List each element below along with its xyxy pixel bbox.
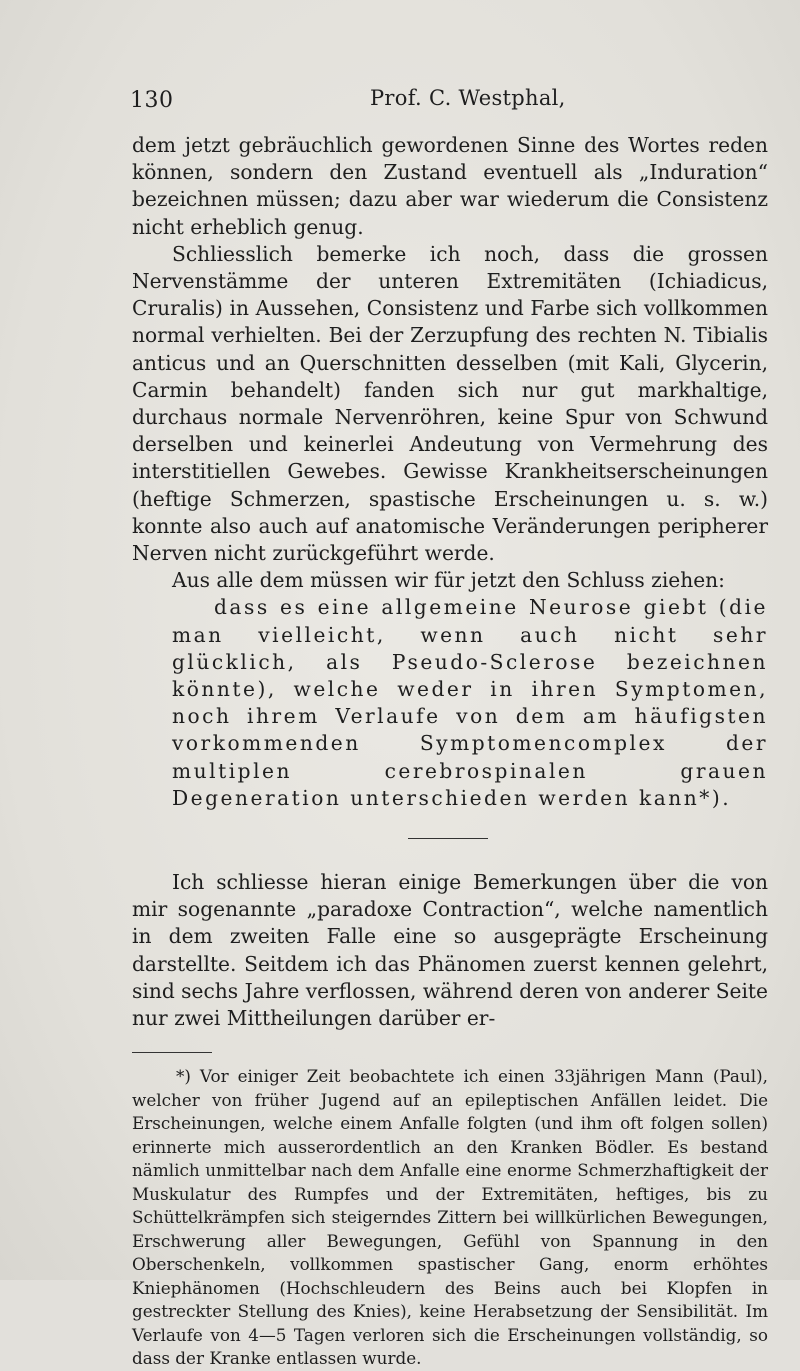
paragraph-paradoxe-contraction: Ich schliesse hieran einige Bemerkungen über die von mir sogenannte „paradoxe Contraction“, welche namentlich in dem zweiten Falle eine so ausgeprägte Erscheinung darstellte. Seitdem ich das Phänomen zuerst kennen gelehrt, sind sechs Jahre verflossen, während deren von anderer Seite nur zwei Mittheilungen darüber er- [132,870,768,1031]
page-header [130,84,770,120]
footnote-text: *) Vor einiger Zeit beobachtete ich einen 33jährigen Mann (Paul), welcher von früher Jugend auf an epileptischen Anfällen leidet. Die Erscheinungen, welche einem Anfalle folgten (und ihm oft folgen sollen) erinnerte mich ausserordentlich an den Kranken Bödler. Es bestand nämlich unmittelbar nach dem Anfalle eine enorme Schmerzhaftigkeit der Muskulatur des Rumpfes und der Extremitäten, heftiges, bis zu Schüttelkrämpfen sich steigerndes Zittern bei willkürlichen Bewegungen, Erschwerung aller Bewegungen, Gefühl von Spannung in den Oberschenkeln, vollkommen spastischer Gang, enorm erhöhtes Kniephänomen (Hochschleudern des Beins auch bei Klopfen in gestreckter Stellung des Knies), keine Herabsetzung der Sensibilität. Im Verlaufe von 4—5 Tagen verloren sich die Erscheinungen vollständig, so dass der Kranke entlassen wurde. [132,1066,768,1369]
paragraph-conclusion-statement: dass es eine allgemeine Neurose giebt (die man vielleicht, wenn auch nicht sehr glücklich, als Pseudo-Sclerose bezeichnen könnte), welche weder in ihren Symptomen, noch ihrem Verlaufe von dem am häufigsten vorkommenden Symptomencomplex der multiplen cerebrospinalen grauen Degeneration unterschieden werden kann*). [172,595,768,810]
main-text [132,132,768,1371]
paragraph-continuation: dem jetzt gebräuchlich gewordenen Sinne des Wortes reden können, sondern den Zustand eventuell als „Induration“ bezeichnen müssen; dazu aber war wiederum die Consistenz nicht erheblich genug. [132,133,768,239]
paragraph-nerve-findings: Schliesslich bemerke ich noch, dass die grossen Nervenstämme der unteren Extremitäten (Ichiadicus, Cruralis) in Aussehen, Consistenz und Farbe sich vollkommen normal verhielten. Bei der Zerzupfung des rechten N. Tibialis anticus und an Querschnitten desselben (mit Kali, Glycerin, Carmin behandelt) fanden sich nur gut markhaltige, durchaus normale Nervenröhren, keine Spur von Schwund derselben und keinerlei Andeutung von Vermehrung des interstitiellen Gewebes. Gewisse Krankheitserscheinungen (heftige Schmerzen, spastische Erscheinungen u. s. w.) konnte also auch auf anatomische Veränderungen peripherer Nerven nicht zurückgeführt werde. [132,241,768,566]
page-number: 130 [130,88,174,113]
footnote-rule [132,1052,212,1053]
footnote [132,1065,768,1371]
running-title: Prof. C. Westphal, [370,86,566,110]
paragraph-conclusion-intro: Aus alle dem müssen wir für jetzt den Schluss ziehen: [172,568,725,593]
section-separator [408,838,488,839]
